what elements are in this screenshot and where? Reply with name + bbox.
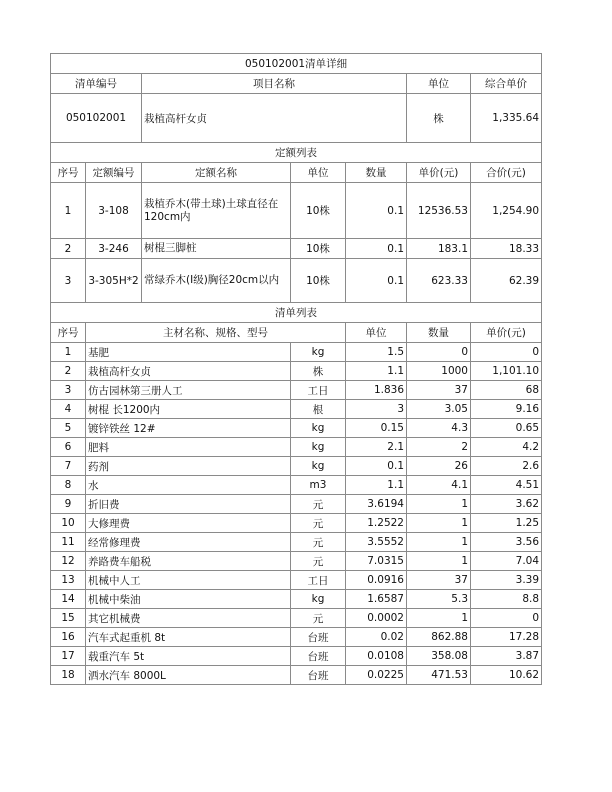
material-row [51, 476, 542, 495]
material-name: 机械中人工 [86, 571, 291, 590]
material-row [51, 381, 542, 400]
material-price: 2 [407, 438, 471, 457]
material-price: 1 [407, 495, 471, 514]
material-total: 3.39 [471, 571, 542, 590]
quota-name: 常绿乔木(I级)胸径20cm以内 [142, 259, 291, 303]
material-price: 37 [407, 381, 471, 400]
material-no: 11 [51, 533, 86, 552]
document-title: 050102001清单详细 [51, 54, 542, 74]
material-qty: 1.1 [346, 476, 407, 495]
table-body [51, 54, 542, 685]
material-name: 基肥 [86, 343, 291, 362]
material-price: 471.53 [407, 666, 471, 685]
material-row [51, 609, 542, 628]
material-total: 0 [471, 609, 542, 628]
material-total: 10.62 [471, 666, 542, 685]
material-no: 9 [51, 495, 86, 514]
material-total: 17.28 [471, 628, 542, 647]
quota-qty-header: 数量 [346, 163, 407, 183]
bill-header-row [51, 74, 542, 94]
bill-unit-header: 单位 [407, 74, 471, 94]
quota-code-header: 定额编号 [86, 163, 142, 183]
material-price: 37 [407, 571, 471, 590]
material-no: 16 [51, 628, 86, 647]
material-name: 载重汽车 5t [86, 647, 291, 666]
material-name: 养路费车船税 [86, 552, 291, 571]
material-no: 12 [51, 552, 86, 571]
material-row [51, 457, 542, 476]
material-row [51, 647, 542, 666]
material-unit: 根 [291, 400, 346, 419]
material-qty: 1.5 [346, 343, 407, 362]
material-name: 大修理费 [86, 514, 291, 533]
material-total: 7.04 [471, 552, 542, 571]
quota-name: 树棍三脚桩 [142, 239, 291, 259]
material-qty: 0.15 [346, 419, 407, 438]
material-qty: 0.0916 [346, 571, 407, 590]
material-no: 13 [51, 571, 86, 590]
material-no: 1 [51, 343, 86, 362]
material-qty: 1.2522 [346, 514, 407, 533]
quota-qty: 0.1 [346, 259, 407, 303]
material-no: 18 [51, 666, 86, 685]
material-total: 0.65 [471, 419, 542, 438]
material-unit: 元 [291, 533, 346, 552]
material-row [51, 666, 542, 685]
material-no: 7 [51, 457, 86, 476]
material-price: 4.1 [407, 476, 471, 495]
quota-code: 3-108 [86, 183, 142, 239]
quota-total-header: 合价(元) [471, 163, 542, 183]
material-qty: 2.1 [346, 438, 407, 457]
material-unit: 工日 [291, 571, 346, 590]
bill-price-header: 综合单价 [471, 74, 542, 94]
material-no: 14 [51, 590, 86, 609]
material-name: 其它机械费 [86, 609, 291, 628]
quota-section-row [51, 143, 542, 163]
materials-section-row [51, 303, 542, 323]
material-total: 0 [471, 343, 542, 362]
material-total: 3.87 [471, 647, 542, 666]
material-no: 2 [51, 362, 86, 381]
material-row [51, 362, 542, 381]
material-unit: kg [291, 419, 346, 438]
material-row [51, 419, 542, 438]
material-name: 经常修理费 [86, 533, 291, 552]
quota-unit-header: 单位 [291, 163, 346, 183]
material-qty: 3 [346, 400, 407, 419]
material-qty: 1.836 [346, 381, 407, 400]
material-qty: 3.5552 [346, 533, 407, 552]
material-name: 汽车式起重机 8t [86, 628, 291, 647]
material-total: 68 [471, 381, 542, 400]
material-price: 862.88 [407, 628, 471, 647]
quota-price-header: 单价(元) [407, 163, 471, 183]
material-total: 3.56 [471, 533, 542, 552]
material-unit: 元 [291, 609, 346, 628]
material-price: 4.3 [407, 419, 471, 438]
material-qty: 1.1 [346, 362, 407, 381]
material-price: 1 [407, 533, 471, 552]
material-row [51, 533, 542, 552]
quota-name-header: 定额名称 [142, 163, 291, 183]
material-no: 3 [51, 381, 86, 400]
bill-unit: 株 [407, 94, 471, 143]
material-name: 镀锌铁丝 12# [86, 419, 291, 438]
quota-code: 3-246 [86, 239, 142, 259]
material-qty: 0.0002 [346, 609, 407, 628]
material-unit: 台班 [291, 647, 346, 666]
title-row [51, 54, 542, 74]
material-row [51, 343, 542, 362]
quota-unit: 10株 [291, 183, 346, 239]
material-qty: 0.0225 [346, 666, 407, 685]
bill-code-header: 清单编号 [51, 74, 142, 94]
material-total: 4.2 [471, 438, 542, 457]
material-name: 仿古园林第三册人工 [86, 381, 291, 400]
material-price: 1 [407, 609, 471, 628]
quota-row [51, 259, 542, 303]
material-price: 26 [407, 457, 471, 476]
quota-unit: 10株 [291, 259, 346, 303]
material-name: 水 [86, 476, 291, 495]
quota-no: 3 [51, 259, 86, 303]
material-no: 15 [51, 609, 86, 628]
material-name: 树棍 长1200内 [86, 400, 291, 419]
material-qty: 3.6194 [346, 495, 407, 514]
material-unit: kg [291, 343, 346, 362]
quota-no: 1 [51, 183, 86, 239]
quota-total: 1,254.90 [471, 183, 542, 239]
material-price: 0 [407, 343, 471, 362]
material-price: 1 [407, 552, 471, 571]
material-unit: kg [291, 457, 346, 476]
bill-name-header: 项目名称 [142, 74, 407, 94]
material-qty: 7.0315 [346, 552, 407, 571]
material-name: 栽植高杆女贞 [86, 362, 291, 381]
material-no: 6 [51, 438, 86, 457]
quota-qty: 0.1 [346, 239, 407, 259]
material-qty: 0.02 [346, 628, 407, 647]
material-unit: 元 [291, 552, 346, 571]
material-name: 折旧费 [86, 495, 291, 514]
material-unit: 工日 [291, 381, 346, 400]
material-unit: 元 [291, 495, 346, 514]
material-total: 1,101.10 [471, 362, 542, 381]
quota-price: 623.33 [407, 259, 471, 303]
quota-price: 183.1 [407, 239, 471, 259]
material-total: 9.16 [471, 400, 542, 419]
quota-section-title: 定额列表 [51, 143, 542, 163]
bill-row [51, 94, 542, 143]
material-total: 4.51 [471, 476, 542, 495]
quota-qty: 0.1 [346, 183, 407, 239]
material-total: 1.25 [471, 514, 542, 533]
quota-code: 3-305H*2 [86, 259, 142, 303]
material-unit-header: 单位 [346, 323, 407, 343]
quota-no-header: 序号 [51, 163, 86, 183]
quota-price: 12536.53 [407, 183, 471, 239]
material-name-header: 主材名称、规格、型号 [86, 323, 346, 343]
material-row [51, 400, 542, 419]
material-no: 8 [51, 476, 86, 495]
material-unit: 台班 [291, 628, 346, 647]
material-no-header: 序号 [51, 323, 86, 343]
quota-header-row [51, 163, 542, 183]
material-row [51, 571, 542, 590]
material-no: 10 [51, 514, 86, 533]
quota-row [51, 239, 542, 259]
quota-no: 2 [51, 239, 86, 259]
material-total: 8.8 [471, 590, 542, 609]
material-name: 药剂 [86, 457, 291, 476]
material-name: 肥料 [86, 438, 291, 457]
material-row [51, 628, 542, 647]
material-price-header: 单价(元) [471, 323, 542, 343]
material-row [51, 514, 542, 533]
bill-name: 栽植高杆女贞 [142, 94, 407, 143]
material-no: 5 [51, 419, 86, 438]
material-unit: 株 [291, 362, 346, 381]
materials-section-title: 清单列表 [51, 303, 542, 323]
quota-total: 62.39 [471, 259, 542, 303]
material-unit: 元 [291, 514, 346, 533]
material-price: 358.08 [407, 647, 471, 666]
material-price: 5.3 [407, 590, 471, 609]
material-no: 4 [51, 400, 86, 419]
quota-name: 栽植乔木(带土球)土球直径在120cm内 [142, 183, 291, 239]
quota-total: 18.33 [471, 239, 542, 259]
material-qty-header: 数量 [407, 323, 471, 343]
material-unit: kg [291, 590, 346, 609]
material-row [51, 590, 542, 609]
quota-row [51, 183, 542, 239]
material-name: 洒水汽车 8000L [86, 666, 291, 685]
material-unit: kg [291, 438, 346, 457]
material-unit: 台班 [291, 666, 346, 685]
material-name: 机械中柴油 [86, 590, 291, 609]
bill-price: 1,335.64 [471, 94, 542, 143]
quota-unit: 10株 [291, 239, 346, 259]
bill-detail-table [50, 53, 542, 685]
material-no: 17 [51, 647, 86, 666]
material-unit: m3 [291, 476, 346, 495]
material-qty: 0.1 [346, 457, 407, 476]
bill-code: 050102001 [51, 94, 142, 143]
material-price: 1000 [407, 362, 471, 381]
material-qty: 1.6587 [346, 590, 407, 609]
material-total: 3.62 [471, 495, 542, 514]
material-price: 3.05 [407, 400, 471, 419]
material-row [51, 438, 542, 457]
materials-header-row [51, 323, 542, 343]
material-total: 2.6 [471, 457, 542, 476]
material-price: 1 [407, 514, 471, 533]
material-qty: 0.0108 [346, 647, 407, 666]
material-row [51, 552, 542, 571]
material-row [51, 495, 542, 514]
